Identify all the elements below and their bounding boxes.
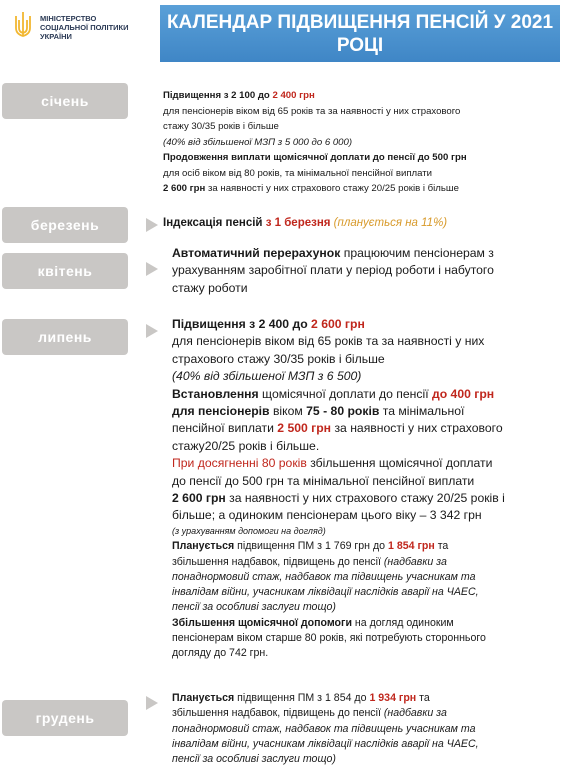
arrow-march [146, 218, 158, 232]
trident-emblem-icon [12, 10, 34, 40]
arrow-july [146, 324, 158, 338]
arrow-april [146, 262, 158, 276]
ministry-name: МІНІСТЕРСТВО СОЦІАЛЬНОЇ ПОЛІТИКИ УКРАЇНИ [40, 14, 129, 41]
arrow-december [146, 696, 158, 710]
july-content: Підвищення з 2 400 до 2 600 грн для пенсіонерів віком від 65 років та за наявності у них страхового стажу 30/35 років і більше (40% від збільшеної МЗП з 6 500) Встановлення щомісячної доплати до пенсії до 400 грн для пенсіонерів віком 75 - 80 років та мінімальної пенсійної виплати 2 500 грн за наявності у них страхового стажу20/25 років і більше. При досягненні 80 років збільшення щомісячної доплати до пенсії до 500 грн та мінімальної пенсійної виплати 2 600 грн за наявності у них страхового стажу 20/25 років і більше; а одиноким пенсіонерам цього віку – 3 342 грн [172, 317, 505, 523]
month-march: березень [2, 207, 128, 243]
april-content: Автоматичний перерахунок працюючим пенсіонерам з урахуванням заробітної плати у період роботи і набутого стажу роботи [172, 246, 494, 295]
march-content: Індексація пенсій з 1 березня (планується на 11%) [163, 217, 448, 229]
page-title: КАЛЕНДАР ПІДВИЩЕННЯ ПЕНСІЙ У 2021 РОЦІ [160, 5, 560, 62]
july-content-more: (з урахуванням допомоги на догляд) Планується підвищення ПМ з 1 769 грн до 1 854 грн та збільшення надбавок, підвищень до пенсії (надбавки за понаднормовий стаж, надбавок та підвищень учасникам та інвалідам війни, учасникам ліквідації наслідків аварії на ЧАЕС, пенсії за особливі заслуги тощо) Збільшення щомісячної допомоги на догляд одиноким пенсіонерам віком старше 80 років, які потребують стороннього догляду до 742 грн. [172, 526, 486, 660]
month-december: грудень [2, 700, 128, 736]
month-july: липень [2, 319, 128, 355]
december-content: Планується підвищення ПМ з 1 854 до 1 934 грн та збільшення надбавок, підвищень до пенсії (надбавки за понаднормовий стаж, надбавок та підвищень учасникам та інвалідам війни, учасникам ліквідації наслідків аварії на ЧАЕС, пенсії за особливі заслуги тощо) [172, 692, 479, 766]
ministry-logo [12, 10, 135, 41]
month-april: квітень [2, 253, 128, 289]
month-january: січень [2, 83, 128, 119]
january-content: Підвищення з 2 100 до 2 400 грн для пенсіонерів віком від 65 років та за наявності у них страхового стажу 30/35 років і більше (40% від збільшеної МЗП з 5 000 до 6 000) Продовження виплати щомісячної доплати до пенсії до 500 грн для осіб віком від 80 років, та мінімальної пенсійної виплати 2 600 грн за наявності у них страхового стажу 20/25 років і більше [163, 90, 467, 194]
